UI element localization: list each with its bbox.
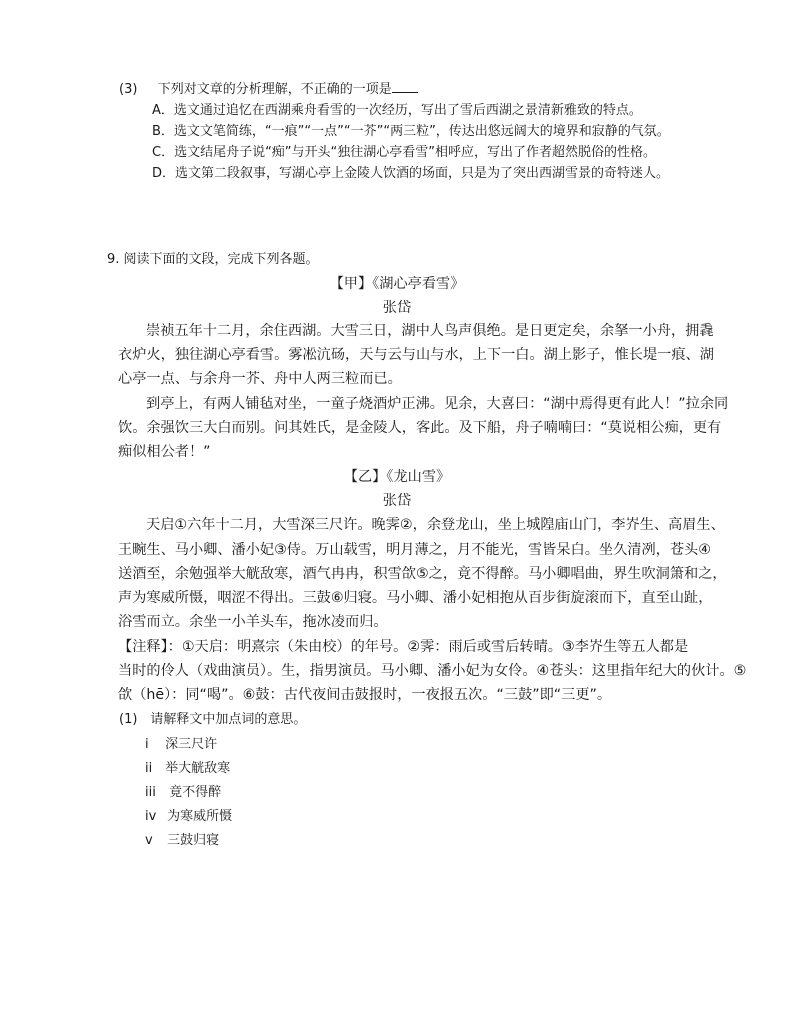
- item-number: ii: [145, 761, 153, 776]
- answer-blank[interactable]: [392, 80, 418, 93]
- item-text: 为寒威所慑: [167, 809, 233, 824]
- option-c: C．选文结尾舟子说“痴”与开头“独往湖心亭看雪”相呼应，写出了作者超然脱俗的性格。: [152, 145, 657, 160]
- notes-line: 【注释】：①天启：明熹宗（朱由校）的年号。②霁：雨后或雪后转晴。③李岕生等五人都是: [118, 639, 689, 655]
- passage-yi-line: 王畹生、马小卿、潘小妃③侍。万山载雪，明月薄之，月不能光，雪皆呆白。坐久清冽，苍头④: [118, 542, 711, 558]
- passage-jia-line: 崇祯五年十二月，余住西湖。大雪三日，湖中人鸟声俱绝。是日更定矣，余拏一小舟，拥毳: [146, 323, 714, 339]
- passage-jia-line: 饮。余强饮三大白而别。问其姓氏，是金陵人，客此。及下船，舟子喃喃曰：“莫说相公痴，更有: [118, 420, 722, 436]
- item-text: 三鼓归寝: [167, 833, 220, 848]
- passage-yi-title: 【乙】《龙山雪》: [343, 469, 451, 485]
- option-b: B．选文文笔简练，“一痕”“一点”“一芥”“两三粒”，传达出悠远阔大的境界和寂静的气氛。: [152, 124, 670, 139]
- question-3-stem: [119, 80, 418, 96]
- list-item: [145, 834, 219, 847]
- notes-line: 当时的伶人（戏曲演员）。生，指男演员。马小卿、潘小妃为女伶。④苍头：这里指年纪大的伙计。⑤: [118, 663, 747, 679]
- item-text: 竟不得醉: [169, 785, 222, 800]
- notes-line: 欱（hē）：同“喝”。⑥鼓：古代夜间击鼓报时，一夜报五次。“三鼓”即“三更”。: [118, 687, 612, 703]
- item-text: 举大觥敌寒: [165, 761, 231, 776]
- passage-jia-line: 衣炉火，独往湖心亭看雪。雾凇沆砀，天与云与山与水，上下一白。湖上影子，惟长堤一痕、湖: [118, 347, 714, 363]
- passage-yi-line: 天启①六年十二月，大雪深三尺许。晚霁②，余登龙山，坐上城隍庙山门，李岕生、高眉生、: [146, 517, 725, 533]
- item-number: i: [145, 737, 149, 752]
- list-item: [145, 810, 232, 823]
- option-d: D．选文第二段叙事，写湖心亭上金陵人饮酒的场面，只是为了突出西湖雪景的奇特迷人。: [152, 166, 670, 181]
- passage-jia-title: 【甲】《湖心亭看雪》: [329, 276, 465, 292]
- list-item: [145, 738, 217, 751]
- list-item: [145, 786, 221, 799]
- item-text: 深三尺许: [165, 737, 218, 752]
- passage-jia-line: 到亭上，有两人铺毡对坐，一童子烧酒炉正沸。见余，大喜曰：“湖中焉得更有此人！”拉余同: [146, 396, 729, 412]
- passage-yi-line: 浴雪而立。余坐一小羊头车，拖冰凌而归。: [118, 614, 388, 630]
- question-9-heading: 9. 阅读下面的文段，完成下列各题。: [107, 252, 319, 267]
- list-item: [145, 762, 230, 775]
- subquestion-1-label: (1) 请解释文中加点词的意思。: [119, 712, 307, 727]
- passage-jia-line: 心亭一点、与余舟一芥、舟中人两三粒而已。: [118, 371, 402, 387]
- passage-jia-author: 张岱: [382, 300, 412, 316]
- question-3-number: (3): [119, 82, 138, 97]
- passage-yi-line: 送酒至，余勉强举大觥敌寒，酒气冉冉，积雪欱⑤之，竟不得醉。马小卿唱曲，界生吹洞箫和之，: [118, 566, 727, 582]
- passage-yi-author: 张岱: [382, 493, 412, 509]
- item-number: v: [145, 833, 153, 848]
- question-3-text: 下列对文章的分析理解，不正确的一项是: [157, 82, 392, 97]
- passage-jia-line: 痴似相公者！”: [118, 444, 211, 460]
- passage-yi-line: 声为寒威所慑，咽涩不得出。三鼓⑥归寝。马小卿、潘小妃相抱从百步街旋滚而下，直至山趾，: [118, 590, 713, 606]
- item-number: iv: [145, 809, 157, 824]
- option-a: A．选文通过追忆在西湖乘舟看雪的一次经历，写出了雪后西湖之景清新雅致的特点。: [152, 103, 642, 118]
- item-number: iii: [145, 785, 156, 800]
